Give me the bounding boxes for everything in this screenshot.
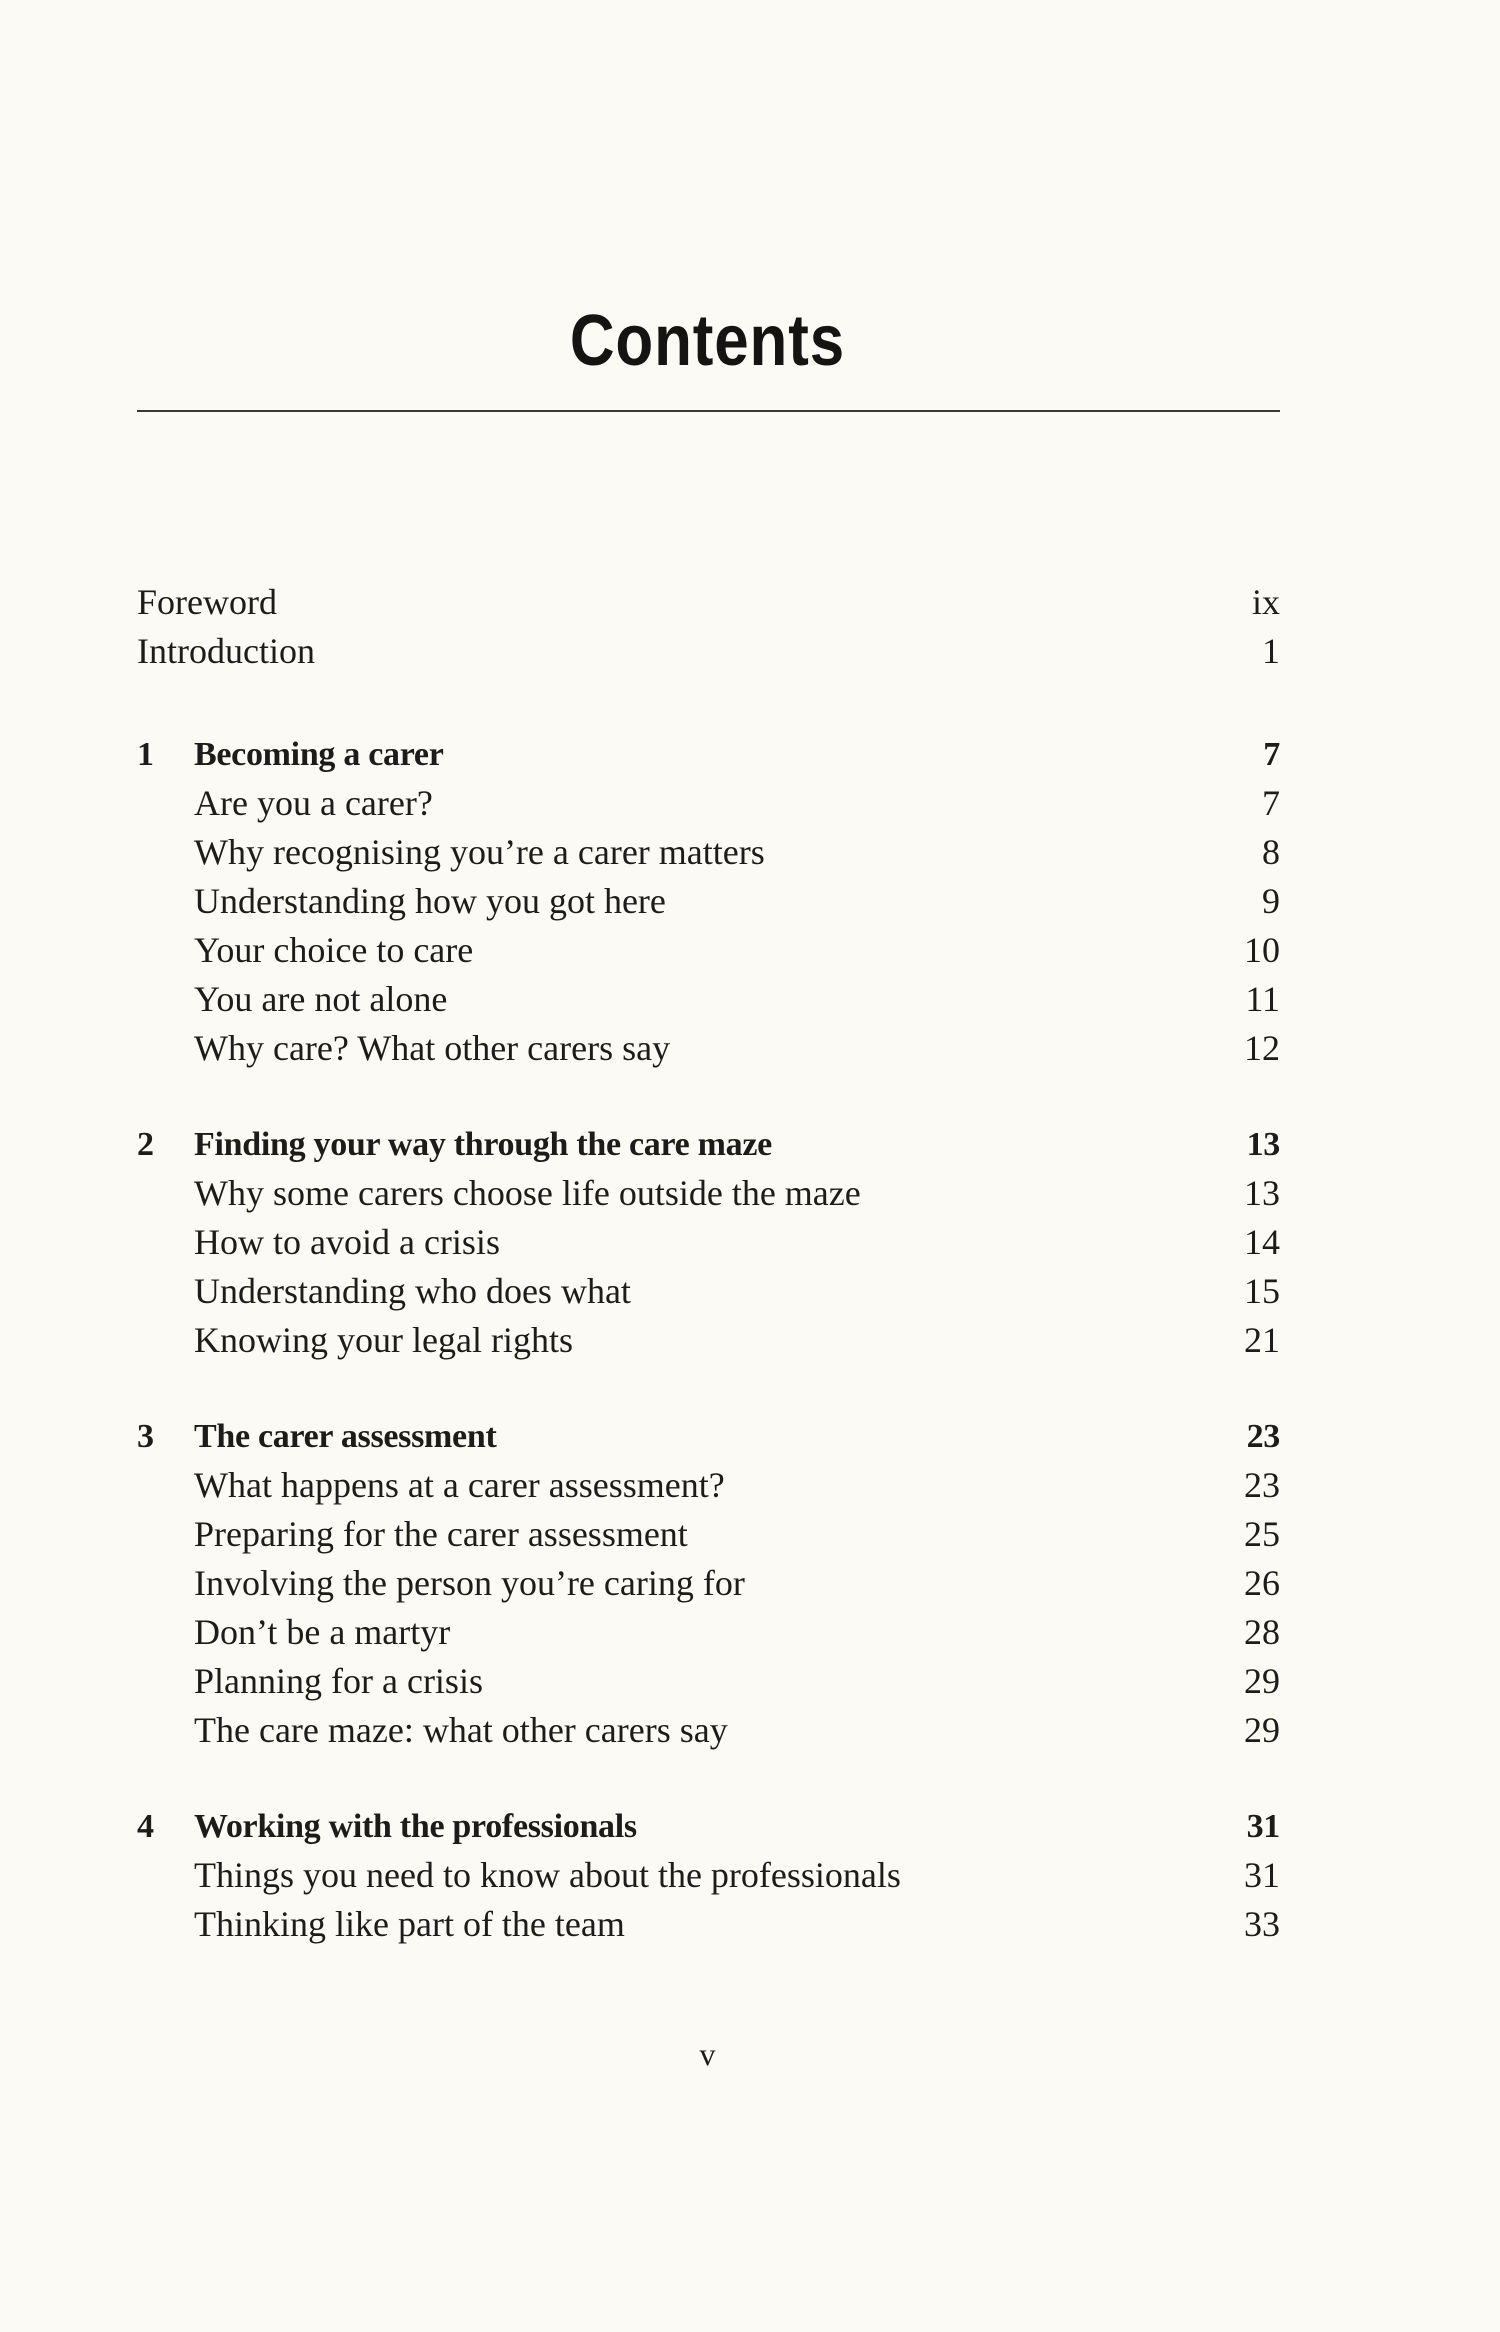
chapter-page: 31: [1246, 1808, 1280, 1845]
section-label: The care maze: what other carers say: [194, 1710, 728, 1750]
section-entry[interactable]: [137, 1510, 1280, 1559]
section-page: 29: [1244, 1710, 1280, 1750]
section-page: 28: [1244, 1612, 1280, 1652]
section-page: 7: [1262, 783, 1280, 823]
section-label: Understanding how you got here: [194, 881, 666, 921]
section-page: 25: [1244, 1514, 1280, 1554]
toc-entry-foreword[interactable]: [137, 578, 1280, 627]
section-page: 12: [1244, 1028, 1280, 1068]
chapter-title: Working with the professionals: [194, 1808, 637, 1845]
section-label: Knowing your legal rights: [194, 1320, 573, 1360]
toc-entry-label: Foreword: [137, 582, 277, 622]
section-page: 26: [1244, 1563, 1280, 1603]
section-page: 11: [1245, 979, 1280, 1019]
section-label: Don’t be a martyr: [194, 1612, 451, 1652]
toc-entry-page: 1: [1262, 631, 1280, 671]
section-page: 29: [1244, 1661, 1280, 1701]
section-entry[interactable]: [137, 1461, 1280, 1510]
section-entry[interactable]: [137, 1608, 1280, 1657]
section-page: 21: [1244, 1320, 1280, 1360]
section-entry[interactable]: [137, 1559, 1280, 1608]
section-page: 23: [1244, 1465, 1280, 1505]
section-label: Planning for a crisis: [194, 1661, 483, 1701]
section-label: Why some carers choose life outside the maze: [194, 1173, 861, 1213]
toc-entry-label: Introduction: [137, 631, 315, 671]
section-entry[interactable]: [137, 828, 1280, 877]
chapter-title: The carer assessment: [194, 1418, 497, 1455]
title-rule: [137, 410, 1280, 412]
section-label: Preparing for the carer assessment: [194, 1514, 688, 1554]
section-label: Thinking like part of the team: [194, 1904, 625, 1944]
section-page: 8: [1262, 832, 1280, 872]
section-entry[interactable]: [137, 1218, 1280, 1267]
toc-entry-introduction[interactable]: [137, 627, 1280, 676]
section-entry[interactable]: [137, 1316, 1280, 1365]
section-label: Your choice to care: [194, 930, 474, 970]
section-entry[interactable]: [137, 779, 1280, 828]
page-number: v: [699, 2036, 716, 2072]
section-entry[interactable]: [137, 926, 1280, 975]
page-title: Contents: [569, 301, 846, 381]
section-page: 14: [1244, 1222, 1280, 1262]
chapter-number: 4: [137, 1808, 154, 1845]
section-entry[interactable]: [137, 975, 1280, 1024]
section-label: Things you need to know about the professionals: [194, 1855, 901, 1895]
section-entry[interactable]: [137, 1169, 1280, 1218]
chapter-heading-3[interactable]: [137, 1412, 1280, 1461]
section-page: 33: [1244, 1904, 1280, 1944]
section-label: Are you a carer?: [194, 783, 433, 823]
section-entry[interactable]: [137, 877, 1280, 926]
section-label: Why recognising you’re a carer matters: [194, 832, 765, 872]
chapter-page: 7: [1263, 736, 1280, 773]
section-label: Understanding who does what: [194, 1271, 631, 1311]
chapter-page: 13: [1246, 1126, 1280, 1163]
section-entry[interactable]: [137, 1024, 1280, 1073]
chapter-heading-2[interactable]: [137, 1120, 1280, 1169]
section-entry[interactable]: [137, 1706, 1280, 1755]
chapter-title: Becoming a carer: [194, 736, 444, 773]
section-entry[interactable]: [137, 1267, 1280, 1316]
chapter-title: Finding your way through the care maze: [194, 1126, 772, 1163]
section-page: 10: [1244, 930, 1280, 970]
section-label: How to avoid a crisis: [194, 1222, 500, 1262]
section-entry[interactable]: [137, 1657, 1280, 1706]
section-page: 31: [1244, 1855, 1280, 1895]
chapter-number: 1: [137, 736, 154, 773]
section-label: What happens at a carer assessment?: [194, 1465, 725, 1505]
section-entry[interactable]: [137, 1900, 1280, 1949]
chapter-heading-4[interactable]: [137, 1802, 1280, 1851]
section-page: 15: [1244, 1271, 1280, 1311]
chapter-page: 23: [1246, 1418, 1280, 1455]
table-of-contents: [137, 578, 1280, 1949]
chapter-heading-1[interactable]: [137, 730, 1280, 779]
section-entry[interactable]: [137, 1851, 1280, 1900]
section-page: 9: [1262, 881, 1280, 921]
chapter-number: 2: [137, 1126, 154, 1163]
section-page: 13: [1244, 1173, 1280, 1213]
section-label: You are not alone: [194, 979, 448, 1019]
section-label: Involving the person you’re caring for: [194, 1563, 745, 1603]
chapter-number: 3: [137, 1418, 154, 1455]
toc-entry-page: ix: [1251, 582, 1280, 622]
section-label: Why care? What other carers say: [194, 1028, 671, 1068]
